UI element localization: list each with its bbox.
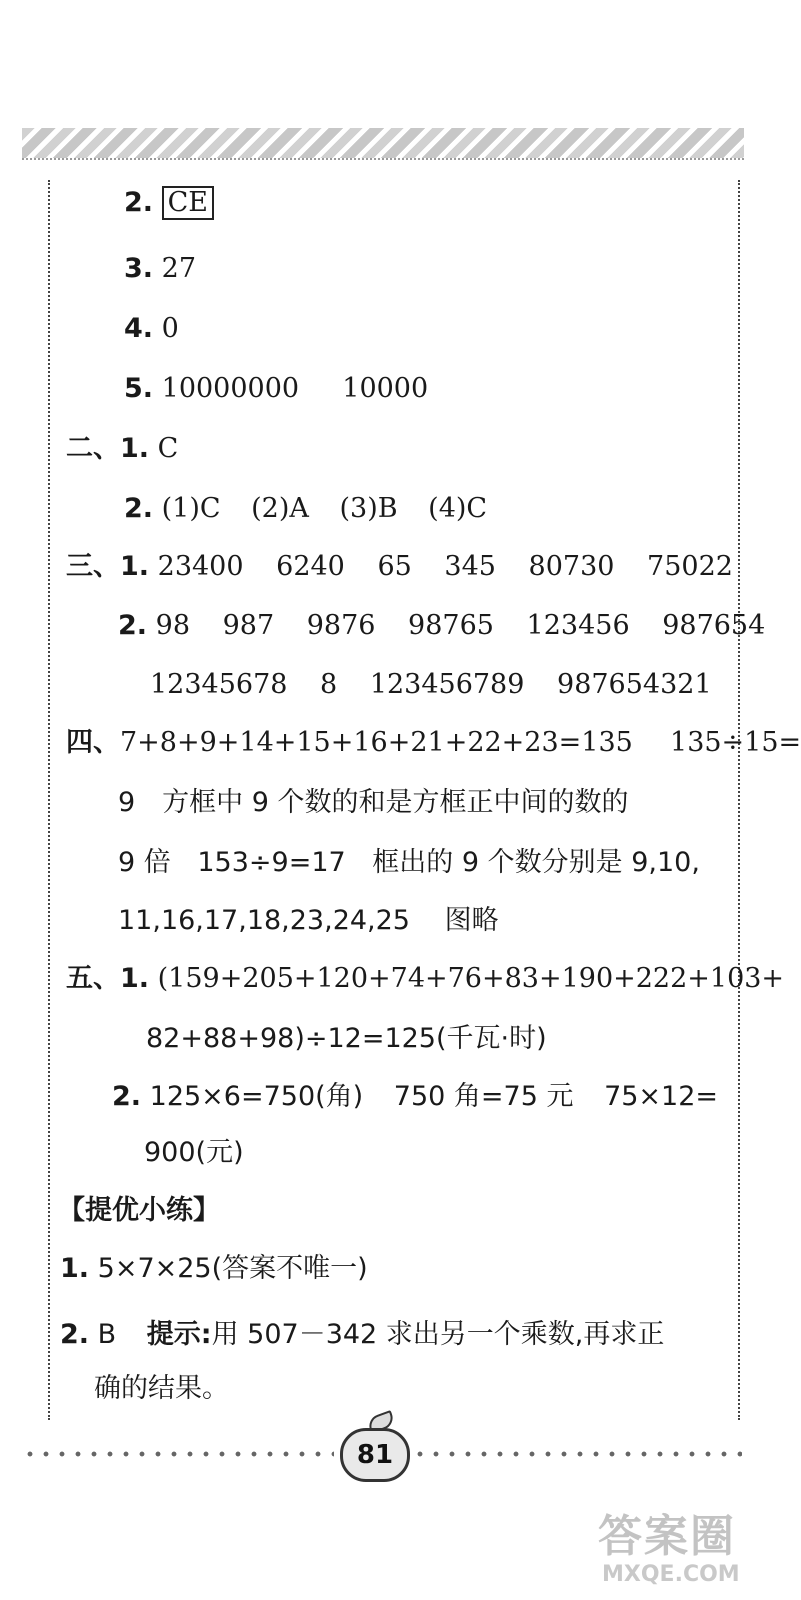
answer-text: C — [157, 433, 179, 464]
answer-value: 12345678 — [150, 669, 288, 700]
watermark-logo: 答案圈 — [598, 1511, 736, 1562]
item-number: 1. — [60, 1253, 90, 1284]
item-number: 2. — [118, 610, 148, 641]
item-number: 2. — [60, 1319, 90, 1350]
answer-value: 345 — [444, 551, 496, 582]
section-title — [58, 1194, 220, 1228]
choice: (4)C — [428, 493, 488, 524]
choice: (3)B — [339, 493, 398, 524]
item-number: 2. — [124, 187, 154, 218]
answer-value: 6240 — [276, 551, 345, 582]
item-number: 1. — [120, 963, 150, 994]
answer-value: 65 — [377, 551, 412, 582]
answer-row — [124, 186, 214, 220]
section-marker: 二、 — [66, 433, 120, 464]
item-number: 2. — [124, 493, 154, 524]
answer-text: 0 — [161, 313, 179, 344]
answer-row — [118, 846, 700, 880]
answer-value: 23400 — [157, 551, 244, 582]
section-marker: 四、 — [66, 727, 120, 758]
hint-text: 用 507－342 求出另一个乘数,再求正 — [211, 1319, 665, 1350]
answer-text: 27 — [161, 253, 196, 284]
equation: 750 角=75 元 — [393, 1081, 574, 1112]
watermark — [598, 1500, 778, 1595]
answer-row — [124, 492, 487, 526]
choice: (1)C — [161, 493, 221, 524]
answer-value: 10000000 — [161, 373, 300, 404]
section-marker: 五、 — [66, 963, 120, 994]
equation: 82+88+98)÷12=125(千瓦·时) — [146, 1023, 547, 1054]
explanation-text: 9 方框中 9 个数的和是方框正中间的数的 — [118, 787, 629, 818]
answer-text: B — [97, 1319, 117, 1350]
equation: (159+205+120+74+76+83+190+222+103+ — [157, 963, 785, 994]
explanation-text: 图略 — [444, 905, 499, 936]
equation: 135÷15= — [670, 727, 801, 758]
answer-value: 80730 — [528, 551, 615, 582]
explanation-text: 9 倍 — [118, 847, 171, 878]
answer-value: 98 — [155, 610, 190, 641]
answer-value: 75022 — [647, 551, 733, 582]
answer-row — [124, 252, 196, 286]
answer-row — [144, 1136, 244, 1170]
choice: (2)A — [251, 493, 309, 524]
item-number: 2. — [112, 1081, 142, 1112]
section-marker: 三、 — [66, 551, 120, 582]
answer-value: 987 — [222, 610, 275, 641]
hint-label: 提示: — [146, 1319, 212, 1350]
answer-row — [66, 550, 733, 584]
answer-row — [118, 609, 765, 643]
answer-row — [66, 962, 784, 996]
explanation-text: 框出的 9 个数分别是 9,10, — [372, 847, 700, 878]
answer-row — [66, 432, 178, 466]
item-number: 5. — [124, 373, 154, 404]
equation: 7+8+9+14+15+16+21+22+23=135 — [120, 727, 633, 758]
right-border — [738, 180, 740, 1420]
answer-row — [60, 1318, 664, 1352]
left-border — [48, 180, 50, 1420]
header-decoration — [22, 128, 744, 158]
answer-row — [66, 726, 801, 760]
page-number: 81 — [340, 1428, 410, 1482]
answer-row — [150, 668, 712, 702]
answer-value: 98765 — [408, 610, 494, 641]
item-number: 1. — [120, 551, 150, 582]
equation: 900(元) — [144, 1137, 244, 1168]
answer-value: 8 — [320, 669, 338, 700]
explanation-text: 11,16,17,18,23,24,25 — [118, 905, 410, 936]
item-number: 3. — [124, 253, 154, 284]
answer-value: 9876 — [306, 610, 376, 641]
footer-dots-left — [22, 1448, 334, 1460]
footer-dots-right — [412, 1448, 742, 1460]
answer-text: 5×7×25(答案不唯一) — [97, 1253, 368, 1284]
answer-row — [118, 904, 499, 938]
equation: 153÷9=17 — [197, 847, 346, 878]
answer-value: 123456 — [526, 610, 630, 641]
answer-value: 123456789 — [369, 669, 525, 700]
answer-row — [146, 1022, 547, 1056]
item-number: 1. — [120, 433, 150, 464]
answer-row — [118, 786, 629, 820]
watermark-url: MXQE.COM — [602, 1562, 740, 1587]
item-number: 4. — [124, 313, 154, 344]
answer-row — [112, 1080, 718, 1114]
equation: 75×12= — [604, 1081, 719, 1112]
answer-value: 987654 — [662, 610, 766, 641]
boxed-answer: CE — [162, 186, 214, 220]
answer-row — [124, 372, 428, 406]
answer-value: 987654321 — [557, 669, 712, 700]
equation: 125×6=750(角) — [149, 1081, 364, 1112]
header-divider — [22, 158, 744, 160]
answer-row — [124, 312, 179, 346]
answer-value: 10000 — [342, 373, 429, 404]
hint-text: 确的结果。 — [94, 1373, 229, 1404]
answer-row — [60, 1252, 368, 1286]
answer-row — [94, 1372, 229, 1406]
section-title-text: 【提优小练】 — [58, 1195, 220, 1226]
